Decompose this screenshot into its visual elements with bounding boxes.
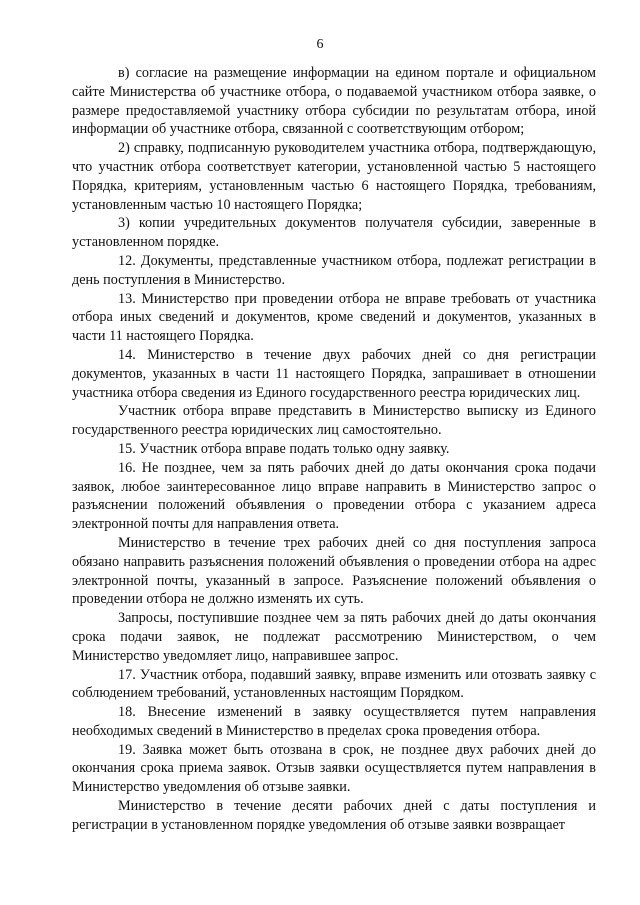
- paragraph-item-12: 12. Документы, представленные участником отбора, подлежат регистрации в день поступления в Министерство.: [72, 252, 596, 288]
- paragraph-item-13: 13. Министерство при проведении отбора не вправе требовать от участника отбора иных сведений и документов, кроме сведений и документов, указанных в части 11 настоящего Порядка.: [72, 290, 596, 345]
- paragraph-late-requests: Запросы, поступившие позднее чем за пять рабочих дней до даты окончания срока подачи заявок, не подлежат рассмотрению Министерством, о чем Министерство уведомляет лицо, направившее запрос.: [72, 610, 596, 664]
- paragraph-certificate: 2) справку, подписанную руководителем участника отбора, подтверждающую, что участник отбора соответствует категории, установленной частью 5 настоящего Порядка, критериям, установленным частью 6 настоящего Порядка, требованиям, установленным частью 10 настоящего Порядка;: [72, 140, 596, 213]
- paragraph-withdrawal-return: Министерство в течение десяти рабочих дней с даты поступления и регистрации в установленном порядке уведомления об отзыве заявки возвращает: [72, 798, 596, 833]
- paragraph-item-19: 19. Заявка может быть отозвана в срок, не позднее двух рабочих дней до окончания срока приема заявок. Отзыв заявки осуществляется путем направления в Министерство уведомления об отзыве заявки.: [72, 741, 596, 796]
- paragraph-item-14: 14. Министерство в течение двух рабочих дней со дня регистрации документов, указанных в части 11 настоящего Порядка, запрашивает в отношении участника отбора сведения из Единого государственного реестра юридических лиц.: [72, 346, 596, 401]
- page-number: 6: [316, 37, 324, 52]
- paragraph-item-18: 18. Внесение изменений в заявку осуществляется путем направления необходимых сведений в Министерство в пределах срока проведения отбора.: [72, 704, 596, 739]
- paragraph-clarification: Министерство в течение трех рабочих дней со дня поступления запроса обязано направить разъяснения положений объявления о проведении отбора на адрес электронной почты, указанный в запросе. Разъяснение положений объявления о проведении отбора не должно изменять их суть.: [72, 534, 596, 608]
- document-body: [72, 64, 596, 835]
- paragraph-registry-extract: Участник отбора вправе представить в Министерство выписку из Единого государственного реестра юридических лиц самостоятельно.: [72, 403, 596, 439]
- paragraph-consent: в) согласие на размещение информации на едином портале и официальном сайте Министерства об участнике отбора, о подаваемой участником отбора заявке, о размере предоставляемой участнику отбора субсидии по результатам отбора, иной информации об участнике отбора, связанной с соответствующим отбором;: [72, 65, 596, 138]
- paragraph-item-16: 16. Не позднее, чем за пять рабочих дней до даты окончания срока подачи заявок, любое заинтересованное лицо вправе направить в Министерство запрос о разъяснении положений объявления о проведении отбора с указанием адреса электронной почты для направления ответа.: [72, 459, 596, 533]
- paragraph-founding-documents: 3) копии учредительных документов получателя субсидии, заверенные в установленном порядке.: [72, 215, 596, 251]
- paragraph-item-15: 15. Участник отбора вправе подать только одну заявку.: [118, 440, 450, 457]
- paragraph-item-17: 17. Участник отбора, подавший заявку, вправе изменить или отозвать заявку с соблюдением требований, установленных настоящим Порядком.: [72, 666, 596, 702]
